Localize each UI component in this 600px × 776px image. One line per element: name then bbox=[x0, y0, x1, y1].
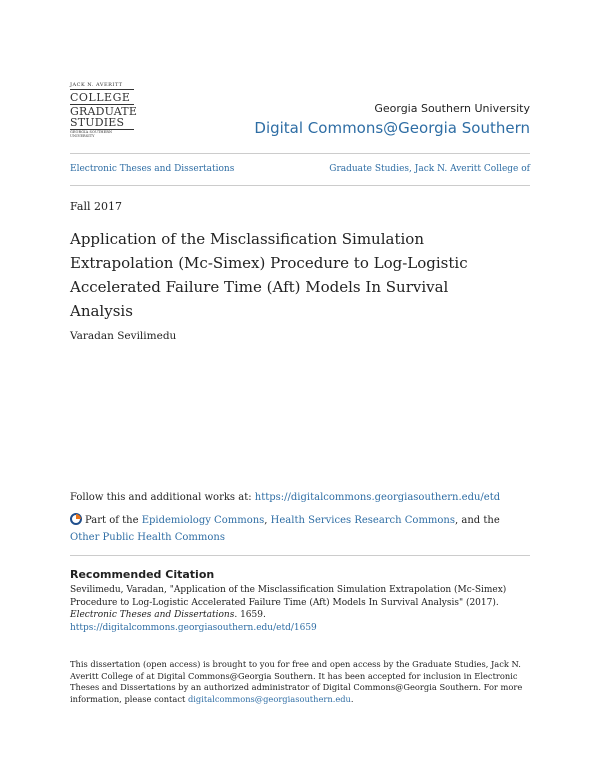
follow-prefix: Follow this and additional works at: bbox=[70, 492, 255, 503]
citation-number: . 1659. bbox=[234, 610, 266, 620]
follow-line bbox=[70, 492, 500, 503]
document-title: Application of the Misclassification Simulation Extrapolation (Mc-Simex) Procedure to Log-Logistic Accelerated Failure Time (Aft) Models In Survival Analysis bbox=[70, 230, 468, 320]
graduate-studies-link[interactable]: Graduate Studies, Jack N. Averitt College of bbox=[329, 164, 530, 174]
author-name: Varadan Sevilimedu bbox=[70, 330, 177, 342]
footer-notice bbox=[70, 659, 530, 705]
publication-date: Fall 2017 bbox=[70, 200, 122, 213]
logo-line-3: GRADUATE bbox=[70, 105, 138, 118]
health-services-research-commons-link[interactable]: Health Services Research Commons bbox=[270, 515, 456, 526]
header-divider bbox=[70, 153, 530, 154]
nav-divider bbox=[70, 185, 530, 186]
follow-url-link[interactable]: https://digitalcommons.georgiasouthern.edu/etd bbox=[254, 492, 501, 503]
footer-text: This dissertation (open access) is brought to you for free and open access by the Graduate Studies, Jack N. Averitt College of at Digital Commons@Georgia Southern. It has been accepted for inclusion in Electronic Theses and Dissertations by an authorized administrator of Digital Commons@Georgia Southern. For more information, please contact bbox=[70, 659, 523, 704]
part-of-sep-2: , and the bbox=[455, 515, 500, 526]
repository-link[interactable]: Digital Commons@Georgia Southern bbox=[254, 119, 530, 137]
citation-series: Electronic Theses and Dissertations bbox=[70, 610, 235, 620]
citation-url-link[interactable]: https://digitalcommons.georgiasouthern.edu/etd/1659 bbox=[70, 622, 317, 633]
citation-body bbox=[70, 584, 525, 634]
college-logo bbox=[70, 82, 138, 138]
citation-heading: Recommended Citation bbox=[70, 568, 215, 581]
footer-end: . bbox=[350, 693, 354, 704]
epidemiology-commons-link[interactable]: Epidemiology Commons bbox=[141, 515, 265, 526]
logo-line-1: JACK N. AVERITT bbox=[70, 83, 134, 90]
commons-network-icon bbox=[70, 513, 82, 525]
other-public-health-commons-link[interactable]: Other Public Health Commons bbox=[70, 532, 225, 543]
logo-line-5: GEORGIA SOUTHERN UNIVERSITY bbox=[70, 129, 134, 138]
logo-line-2: COLLEGE bbox=[70, 91, 131, 104]
citation-divider bbox=[70, 555, 530, 556]
part-of-prefix: Part of the bbox=[85, 515, 142, 526]
logo-line-4: STUDIES bbox=[70, 116, 125, 129]
contact-email-link[interactable]: digitalcommons@georgiasouthern.edu bbox=[187, 693, 351, 704]
part-of-sep-1: , bbox=[264, 515, 271, 526]
etd-collection-link[interactable]: Electronic Theses and Dissertations bbox=[70, 164, 235, 174]
part-of-line bbox=[70, 512, 530, 546]
university-name: Georgia Southern University bbox=[374, 102, 530, 115]
citation-text: Sevilimedu, Varadan, "Application of the Misclassification Simulation Extrapolation (Mc-Simex) Procedure to Log-Logistic Accelerated Failure Time (Aft) Models In Survival Analysis" (2017). bbox=[70, 585, 507, 608]
